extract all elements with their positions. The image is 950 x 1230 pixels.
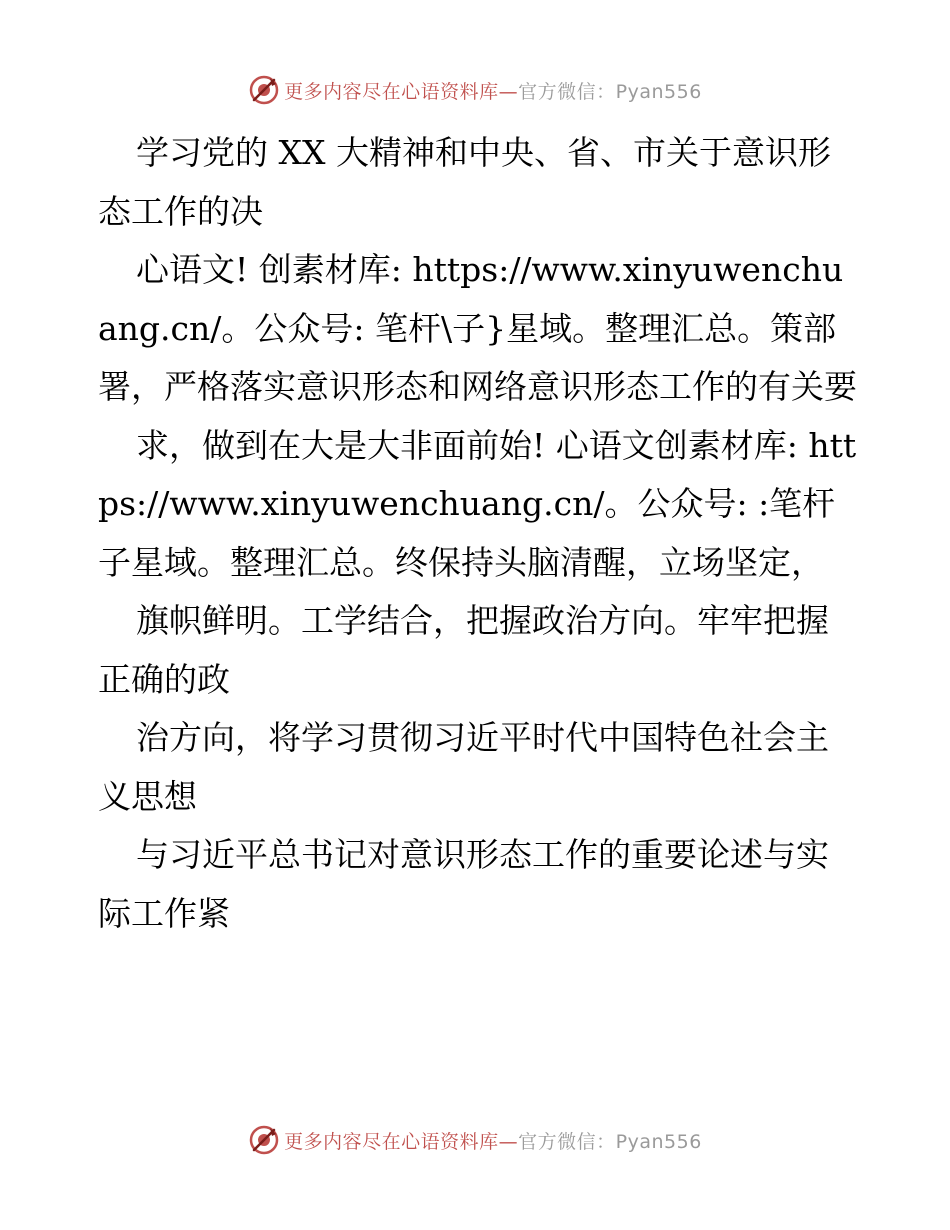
paragraph: 治方向，将学习贯彻习近平时代中国特色社会主义思想 (98, 718, 829, 816)
paragraph: 心语文! 创素材库: https://www.xinyuwenchuang.cn/。公众号: 笔杆\子}星域。整理汇总。策部署，严格落实意识形态和网络意识形态工作的有关要 (98, 250, 857, 406)
footer-watermark (0, 1122, 950, 1158)
header-watermark (0, 72, 950, 108)
watermark-label: 更多内容尽在心语资料库—官方微信：Pyan556 (284, 80, 702, 103)
quill-pen-seal-icon (248, 1124, 280, 1156)
paragraph: 与习近平总书记对意识形态工作的重要论述与实际工作紧 (98, 835, 829, 933)
watermark-label: 更多内容尽在心语资料库—官方微信：Pyan556 (284, 1130, 702, 1153)
paragraph: 旗帜鲜明。工学结合，把握政治方向。牢牢把握正确的政 (98, 601, 829, 699)
document-body (98, 124, 858, 943)
paragraph: 求，做到在大是大非面前始! 心语文创素材库: https://www.xinyuwenchuang.cn/。公众号: :笔杆子星域。整理汇总。终保持头脑清醒，立场坚定， (98, 425, 857, 582)
quill-pen-seal-icon (248, 74, 280, 106)
paragraph: 学习党的 XX 大精神和中央、省、市关于意识形态工作的决 (98, 133, 831, 231)
